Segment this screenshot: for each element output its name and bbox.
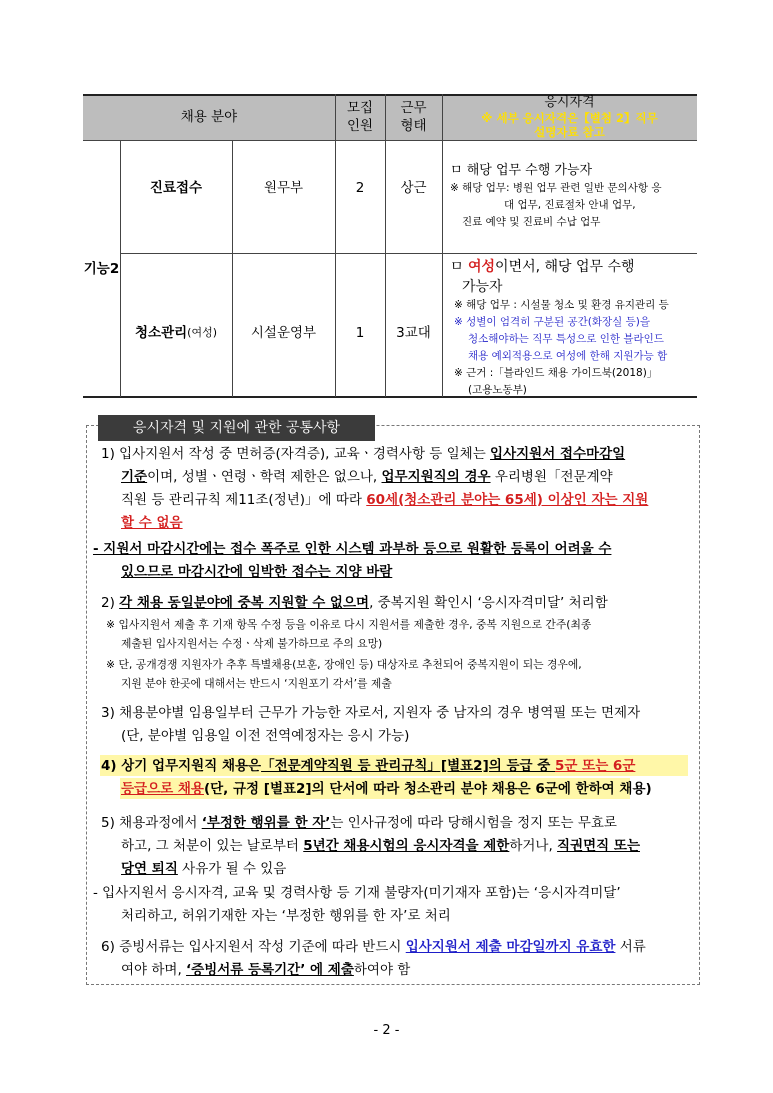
row2-qual-main2: 가능자 [462,279,503,295]
row2-qual-note4: ※ 근거 :「블라인드 채용 가이드북(2018)」 [454,367,658,379]
item3-line1: 3) 채용분야별 임용일부터 근무가 가능한 자로서, 지원자 중 남자의 경우 병역필 또는 면제자 [101,705,641,721]
row2-name [120,254,232,396]
row2-qual-female: 여성 [467,259,496,275]
row1-name: 진료접수 [149,179,203,196]
header-shift: 근무 형태 [400,100,427,134]
header-qual-title: 응시자격 [544,95,595,110]
row1-qual-note1: ※ 해당 업무: 병원 업무 관련 일반 문의사항 응 [450,182,662,194]
header-qualification [442,94,697,140]
item1-dash1: - 지원서 마감시간에는 접수 폭주로 인한 시스템 과부하 등으로 원활한 등록이 어려울 수 [93,541,612,557]
item6-line1: 6) 증빙서류는 입사지원서 작성 기준에 따라 반드시 입사지원서 제출 마감일까지 유효한 서류 [101,939,646,955]
row1-qual-main: ㅁ 해당 업무 수행 가능자 [450,163,593,178]
item6-line2: 여야 하며, ‘증빙서류 등록기간’ 에 제출하여야 함 [121,962,411,978]
row2-name-main: 청소관리 [134,325,188,341]
item2-note1: ※ 입사지원서 제출 후 기재 항목 수정 등을 이유로 다시 지원서를 제출한 경우, 중복 지원으로 간주(최종 [106,618,592,631]
item1-line4: 할 수 없음 [121,515,183,531]
row1-qualification [450,162,661,231]
item5-dash1: - 입사지원서 응시자격, 교육 및 경력사항 등 기재 불량자(미기재자 포함)는 ‘응시자격미달’ [93,885,621,901]
row1-count: 2 [355,179,365,196]
row2-qual-main: ㅁ 여성이면서, 해당 업무 수행 [450,259,635,275]
header-qual-note: ※ 세부 응시자격은【별첨 2】직무 설명자료 참고 [481,111,658,139]
item5-line1: 5) 채용과정에서 ‘부정한 행위를 한 자’는 인사규정에 따라 당해시험을 정지 또는 무효로 [101,815,617,831]
row2-qual-blue3: 채용 예외적용으로 여성에 한해 지원가능 함 [468,350,668,362]
header-count: 모집 인원 [346,100,374,134]
item2-note4: 지원 분야 한곳에 대해서는 반드시 ‘지원포기 각서’를 제출 [121,677,392,690]
item1-line1: 1) 입사지원서 작성 중 면허증(자격증), 교육ㆍ경력사항 등 일체는 입사지원서 접수마감일 [101,446,626,462]
item5-dash2: 처리하고, 허위기재한 자는 ‘부정한 행위를 한 자’로 처리 [121,908,451,924]
row2-qual-blue1: ※ 성별이 엄격히 구분된 공간(화장실 등)을 [454,316,650,328]
item2-line1: 2) 각 채용 동일분야에 중복 지원할 수 없으며, 중복지원 확인시 ‘응시자격미달’ 처리함 [101,595,608,611]
header-field: 채용 분야 [180,109,238,125]
item5-line3: 당연 퇴직 사유가 될 수 있음 [121,861,287,877]
item5-line2: 하고, 그 처분이 있는 날로부터 5년간 채용시험의 응시자격을 제한하거나, 직권면직 또는 [121,838,640,854]
group-label: 기능2 [83,260,120,277]
row2-dept: 시설운영부 [250,325,317,341]
row1-dept: 원무부 [263,179,304,196]
item1-dash2: 있으므로 마감시간에 임박한 접수는 지양 바람 [121,564,393,580]
page-number: - 2 - [373,1023,400,1038]
item2-note2: 제출된 입사지원서는 수정ㆍ삭제 불가하므로 주의 요망) [121,637,383,650]
row2-name-suffix: (여성) [187,326,217,339]
row1-qual-note3: 진료 예약 및 진료비 수납 업무 [462,216,601,228]
row2-count: 1 [355,325,365,341]
row2-qual-note5: (고용노동부) [468,384,527,396]
row2-qualification [450,257,669,399]
row2-shift: 3교대 [396,325,431,341]
item3-line2: (단, 분야별 임용일 이전 전역예정자는 응시 가능) [121,728,410,744]
item1-line3: 직원 등 관리규칙 제11조(정년)」에 따라 60세(청소관리 분야는 65세) 이상인 자는 지원 [121,492,649,508]
item1-line2: 기준이며, 성별ㆍ연령ㆍ학력 제한은 없으나, 업무지원직의 경우 우리병원「전문계약 [121,469,613,485]
common-section-title: 응시자격 및 지원에 관한 공통사항 [98,415,375,441]
recruitment-table [83,94,697,397]
item2-note3: ※ 단, 공개경쟁 지원자가 추후 특별채용(보훈, 장애인 등) 대상자로 추천되어 중복지원이 되는 경우에, [106,658,582,671]
row1-shift: 상근 [400,179,427,196]
row1-qual-note2: 대 업무, 진료절차 안내 업무, [504,199,636,211]
item4-line2: 등급으로 채용(단, 규정 [별표2]의 단서에 따라 청소관리 분야 채용은 6군에 한하여 채용) [121,781,652,797]
row2-qual-blue2: 청소해야하는 직무 특성으로 인한 블라인드 [468,333,664,345]
item4-line1: 4) 상기 업무지원직 채용은「전문계약직원 등 관리규칙」[별표2]의 등급 중 5군 또는 6군 [101,758,636,774]
row2-qual-note1: ※ 해당 업무 : 시설물 청소 및 환경 유지관리 등 [454,299,669,311]
